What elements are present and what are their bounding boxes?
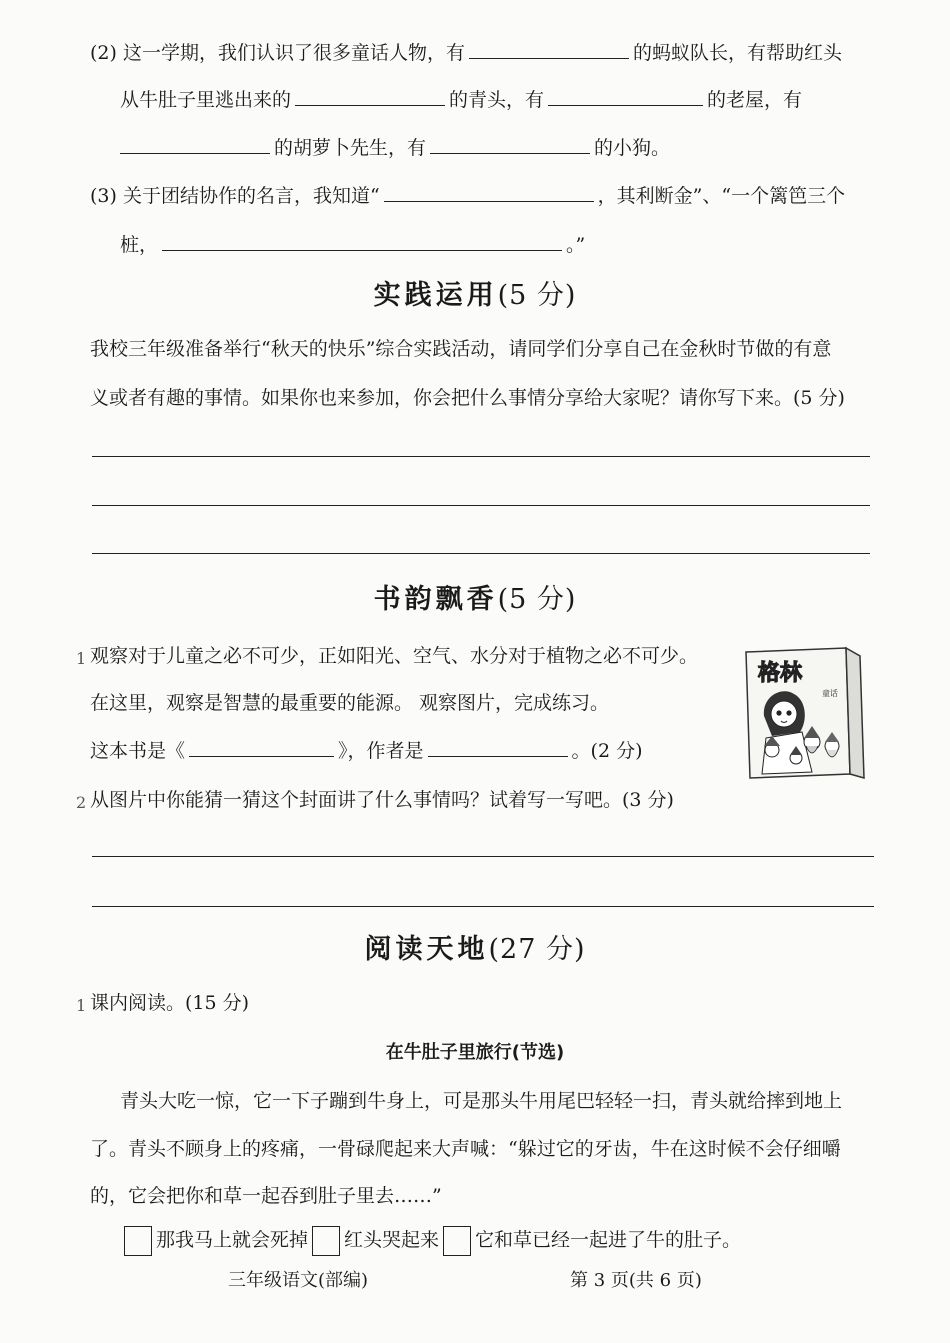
order-box[interactable] <box>312 1226 340 1256</box>
answer-blank[interactable] <box>295 104 445 106</box>
book-cover-illustration <box>742 646 868 780</box>
answer-blank[interactable] <box>384 200 594 202</box>
passage-line-2: 了。青头不顾身上的疼痛，一骨碌爬起来大声喊：“躲过它的牙齿，牛在这时候不会仔细嚼 <box>90 1138 841 1160</box>
order-item-1: 那我马上就会死掉 <box>156 1229 309 1251</box>
books-text-line-1: 观察对于儿童之必不可少，正如阳光、空气、水分对于植物之必不可少。 <box>90 645 699 667</box>
reading-question-1: 课内阅读。(15 分) <box>90 992 250 1014</box>
q3-line-1 <box>90 187 845 206</box>
cover-subtitle: 童话 <box>822 689 838 698</box>
footer-page-number: 第 3 页(共 6 页) <box>570 1270 702 1291</box>
section-score: (27 分) <box>488 934 586 965</box>
writing-line[interactable] <box>92 553 870 554</box>
answer-blank[interactable] <box>548 104 703 106</box>
passage-title: 在牛肚子里旅行(节选) <box>385 1042 565 1063</box>
order-box[interactable] <box>124 1226 152 1256</box>
books-question-2: 从图片中你能猜一猜这个封面讲了什么事情吗？试着写一写吧。(3 分) <box>90 789 674 811</box>
answer-blank[interactable] <box>430 152 590 154</box>
books-text-line-2: 在这里，观察是智慧的最重要的能源。 观察图片，完成练习。 <box>90 692 610 714</box>
q2-line2-lead: 从牛肚子里逃出来的 <box>120 89 292 111</box>
q3-line2-end: 。” <box>566 234 586 256</box>
books-question-1 <box>90 742 643 761</box>
order-box[interactable] <box>443 1226 471 1256</box>
answer-blank[interactable] <box>469 57 629 59</box>
q2-line3-mid2: 的小狗。 <box>594 137 671 159</box>
section-score: (5 分) <box>497 584 577 615</box>
q2-line2-mid2: 的老屋，有 <box>707 89 803 111</box>
q2-line-1 <box>90 44 842 63</box>
order-item-2: 红头哭起来 <box>344 1229 440 1251</box>
answer-blank[interactable] <box>162 249 562 251</box>
book-cover-image <box>742 646 868 780</box>
writing-line[interactable] <box>92 906 874 907</box>
section-name: 书韵飘香 <box>373 584 498 615</box>
practice-text-line-1: 我校三年级准备举行“秋天的快乐”综合实践活动，请同学们分享自己在金秋时节做的有意 <box>90 338 832 360</box>
footer-subject: 三年级语文(部编) <box>228 1270 369 1291</box>
books-q1-end: 。(2 分) <box>571 740 643 762</box>
margin-mark: 1 <box>76 996 87 1015</box>
practice-text-line-2: 义或者有趣的事情。如果你也来参加，你会把什么事情分享给大家呢？请你写下来。(5 分) <box>90 387 845 409</box>
writing-line[interactable] <box>92 505 870 506</box>
section-name: 实践运用 <box>373 280 498 311</box>
passage-line-1: 青头大吃一惊，它一下子蹦到牛身上，可是那头牛用尾巴轻轻一扫，青头就给摔到地上 <box>120 1090 843 1112</box>
writing-line[interactable] <box>92 856 874 857</box>
q2-line3-mid1: 的胡萝卜先生，有 <box>274 137 427 159</box>
order-item-3: 它和草已经一起进了牛的肚子。 <box>475 1229 742 1251</box>
q3-lead-text: (3) 关于团结协作的名言，我知道“ <box>90 185 380 207</box>
passage-line-3: 的，它会把你和草一起吞到肚子里去……” <box>90 1185 442 1207</box>
order-items-row <box>124 1226 741 1256</box>
answer-blank[interactable] <box>120 152 270 154</box>
answer-blank[interactable] <box>428 755 568 757</box>
answer-blank[interactable] <box>189 755 334 757</box>
writing-line[interactable] <box>92 456 870 457</box>
margin-mark: 1 <box>76 649 87 668</box>
q2-line-3 <box>120 139 670 158</box>
section-title-practice <box>0 282 950 309</box>
section-score: (5 分) <box>497 280 577 311</box>
cover-title: 格林 <box>758 661 803 686</box>
section-name: 阅读天地 <box>364 934 489 965</box>
section-title-books <box>0 586 950 613</box>
q3-line2-lead: 桩， <box>120 234 159 256</box>
q2-lead-text: (2) 这一学期，我们认识了很多童话人物，有 <box>90 42 465 64</box>
books-q1-mid: 》，作者是 <box>338 740 424 762</box>
q3-mid-text: ，其利断金”、“一个篱笆三个 <box>597 185 846 207</box>
q2-line2-mid1: 的青头，有 <box>449 89 545 111</box>
q2-mid-text: 的蚂蚁队长，有帮助红头 <box>632 42 842 64</box>
books-q1-lead: 这本书是《 <box>90 740 186 762</box>
q3-line-2 <box>120 236 585 255</box>
section-title-reading <box>0 936 950 963</box>
q2-line-2 <box>120 91 802 110</box>
margin-mark: 2 <box>76 793 87 812</box>
